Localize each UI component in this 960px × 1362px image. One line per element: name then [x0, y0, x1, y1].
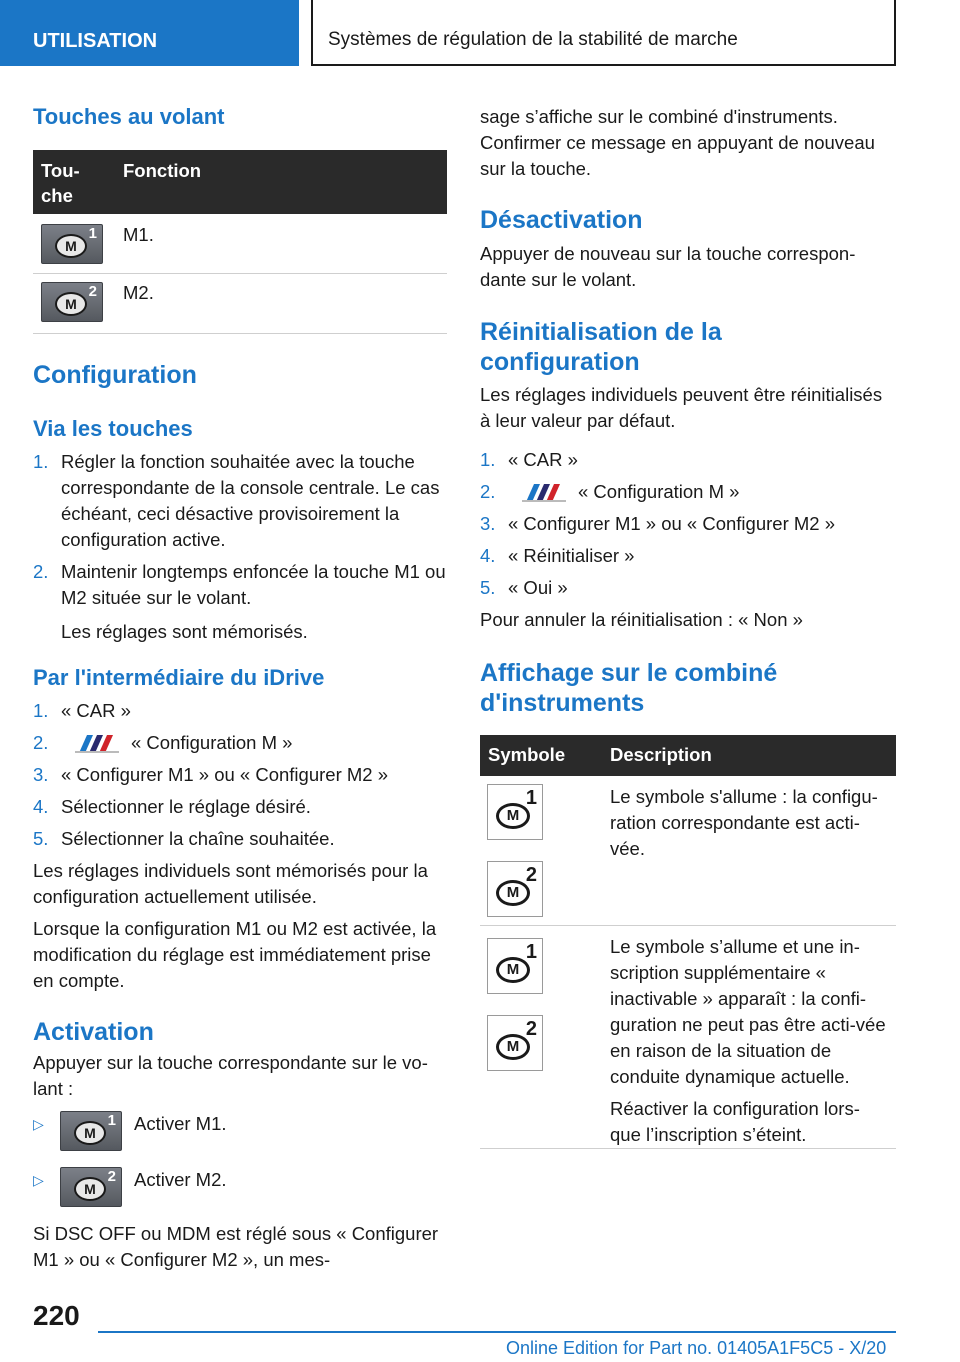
edition-text: Online Edition for Part no. 01405A1F5C5 - X/20	[506, 1338, 887, 1358]
symbol-table	[480, 735, 896, 1149]
touches-table	[33, 150, 447, 334]
activation-item	[33, 1111, 447, 1151]
affichage-title: Affichage sur le combiné d'instruments	[480, 659, 778, 717]
col-touche-header: Tou- che	[41, 160, 80, 206]
m1-symbol-icon: M 1	[487, 784, 543, 840]
activation-title: Activation	[33, 1018, 154, 1046]
footer-divider	[98, 1331, 896, 1333]
idrive-paragraph-2: Lorsque la configuration M1 ou M2 est activée, la modification du réglage est immédiatement prise en compte.	[33, 918, 437, 991]
reinit-steps	[480, 447, 894, 633]
desactivation-paragraph: Appuyer de nouveau sur la touche correspon-dante sur le volant.	[480, 243, 856, 290]
activation-tail: Si DSC OFF ou MDM est réglé sous « Configurer M1 » ou « Configurer M2 », un mes-	[33, 1223, 439, 1270]
reinit-cancel: Pour annuler la réinitialisation : « Non »	[480, 609, 803, 630]
list-item: 3. « Configurer M1 » ou « Configurer M2 »	[480, 513, 836, 534]
m2-button-icon: M 2	[60, 1167, 122, 1207]
idrive-steps	[33, 698, 447, 994]
continuation-paragraph: sage s’affiche sur le combiné d'instruments. Confirmer ce message en appuyant de nouveau sur la touche.	[480, 106, 875, 179]
table-row	[33, 274, 447, 334]
list-item: 5. Sélectionner la chaîne souhaitée.	[33, 828, 335, 849]
bullet-arrow: ▷	[33, 1172, 44, 1188]
symbol-description: Le symbole s'allume : la configu-ration correspondante est acti-vée.	[610, 786, 878, 859]
m2-button-icon: M 2	[41, 282, 103, 322]
via-touches-title: Via les touches	[33, 416, 193, 441]
col-fonction-header: Fonction	[123, 160, 202, 181]
m2-symbol-icon: M 2	[487, 861, 543, 917]
activation-text: Activer M2.	[134, 1169, 227, 1190]
list-item: 5. « Oui »	[480, 577, 568, 598]
table-row	[480, 776, 896, 926]
list-item: 2. « Configuration M »	[480, 481, 740, 502]
symbol-table-header	[480, 735, 896, 776]
list-item: 1. « CAR »	[33, 700, 131, 721]
chapter-title: Systèmes de régulation de la stabilité de marche	[311, 0, 896, 66]
touches-title: Touches au volant	[33, 104, 225, 129]
desactivation-title: Désactivation	[480, 206, 643, 234]
activation-paragraph: Appuyer sur la touche correspondante sur le vo-lant :	[33, 1052, 428, 1099]
list-item: 4. « Réinitialiser »	[480, 545, 635, 566]
configuration-title: Configuration	[33, 361, 197, 389]
touches-table-header	[33, 150, 447, 214]
list-item: 2. « Configuration M »	[33, 732, 293, 753]
idrive-title: Par l'intermédiaire du iDrive	[33, 665, 325, 690]
function-text: M2.	[123, 282, 154, 303]
activation-item	[33, 1167, 447, 1207]
m1-button-icon: M 1	[41, 224, 103, 264]
page-number: 220	[33, 1300, 80, 1331]
table-row	[33, 214, 447, 274]
list-item: 3. « Configurer M1 » ou « Configurer M2 »	[33, 764, 389, 785]
bullet-arrow: ▷	[33, 1116, 44, 1132]
result-text: Les réglages sont mémorisés.	[61, 621, 308, 642]
function-text: M1.	[123, 224, 154, 245]
list-item: 1. Régler la fonction souhaitée avec la touche correspondante de la console centrale. Le cas échéant, ceci désactive provisoirement la configuration active.	[33, 451, 440, 550]
symbol-description: Le symbole s’allume et une in-scription supplémentaire « inactivable » apparaît : la confi-guration ne peut pas être acti-vée en raison de la situation de conduite dynamique actuelle.	[610, 936, 886, 1087]
symbol-description-note: Réactiver la configuration lors-que l’inscription s’éteint.	[610, 1098, 860, 1145]
m1-symbol-icon: M 1	[487, 938, 543, 994]
list-item: 2. Maintenir longtemps enfoncée la touche M1 ou M2 située sur le volant.	[33, 561, 446, 608]
via-touches-steps	[33, 449, 447, 645]
m-stripes-icon	[75, 735, 119, 753]
reinit-title: Réinitialisation de la configuration	[480, 318, 722, 376]
col-symbole-header: Symbole	[488, 744, 566, 765]
list-item: 4. Sélectionner le réglage désiré.	[33, 796, 311, 817]
reinit-paragraph: Les réglages individuels peuvent être réinitialisés à leur valeur par défaut.	[480, 384, 883, 431]
list-item: 1. « CAR »	[480, 449, 578, 470]
activation-text: Activer M1.	[134, 1113, 227, 1134]
idrive-paragraph-1: Les réglages individuels sont mémorisés pour la configuration actuellement utilisée.	[33, 860, 428, 907]
section-tab: UTILISATION	[0, 0, 299, 66]
page-header	[0, 0, 960, 66]
m-stripes-icon	[522, 484, 566, 502]
col-description-header: Description	[610, 744, 712, 765]
table-row	[480, 926, 896, 1149]
m1-button-icon: M 1	[60, 1111, 122, 1151]
m2-symbol-icon: M 2	[487, 1015, 543, 1071]
